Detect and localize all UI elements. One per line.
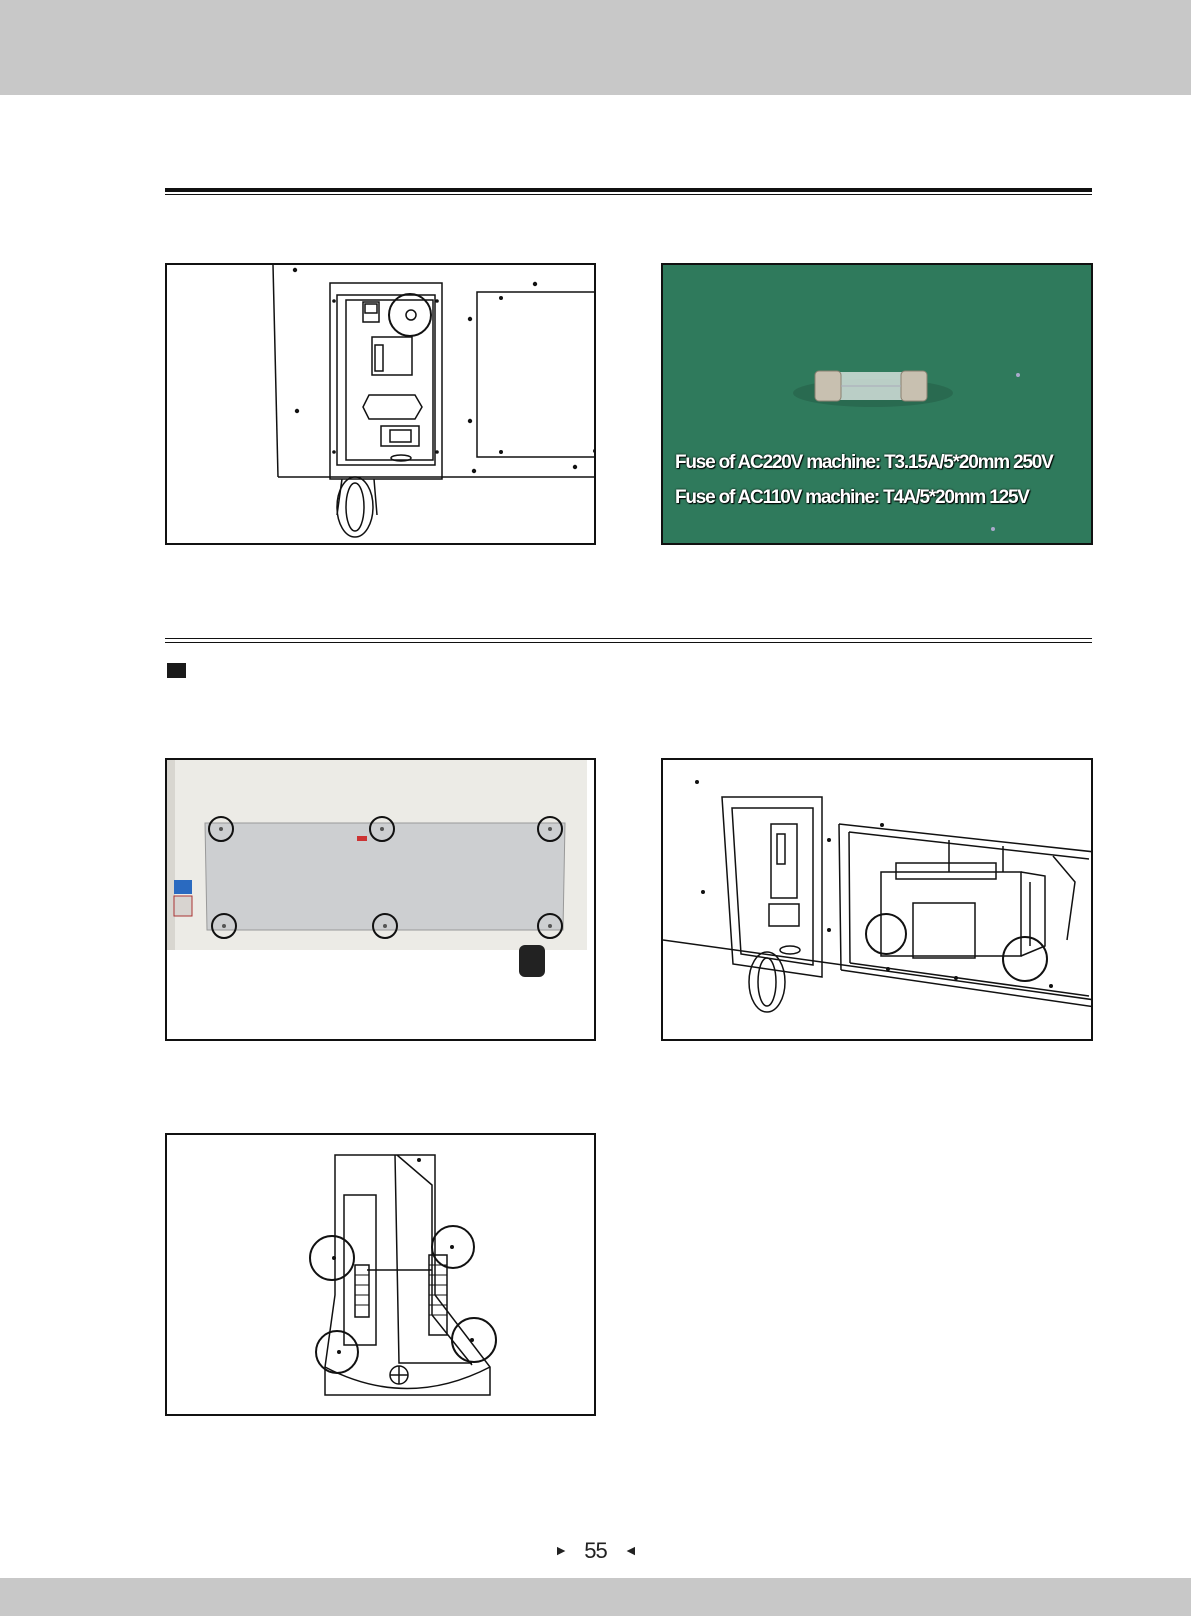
page-arrow-left-pointing: ◄ xyxy=(623,1542,637,1558)
footer-band xyxy=(0,1578,1191,1616)
section-divider-top xyxy=(165,188,1092,195)
transformer-drawing xyxy=(663,760,1093,1041)
figure-fuse-holder-location xyxy=(165,263,596,545)
figure-transformer-mounting xyxy=(661,758,1093,1041)
cover-plate-drawing xyxy=(167,760,596,1041)
section-marker xyxy=(167,663,186,678)
header-band xyxy=(0,0,1191,95)
fuse-holder-drawing xyxy=(167,265,596,545)
fuse-110v-caption: Fuse of AC110V machine: T4A/5*20mm 125V xyxy=(675,487,1029,508)
page-number: 55 xyxy=(584,1538,607,1563)
page-number-footer xyxy=(0,1538,1191,1564)
page-arrow-right-pointing: ► xyxy=(554,1542,568,1558)
fuse-220v-caption: Fuse of AC220V machine: T3.15A/5*20mm 250V xyxy=(675,452,1053,473)
figure-cover-plate-screws xyxy=(165,758,596,1041)
section-divider-middle xyxy=(165,638,1092,643)
figure-fuse-photo xyxy=(661,263,1093,545)
transformer-unit-drawing xyxy=(167,1135,596,1416)
figure-transformer-screws xyxy=(165,1133,596,1416)
